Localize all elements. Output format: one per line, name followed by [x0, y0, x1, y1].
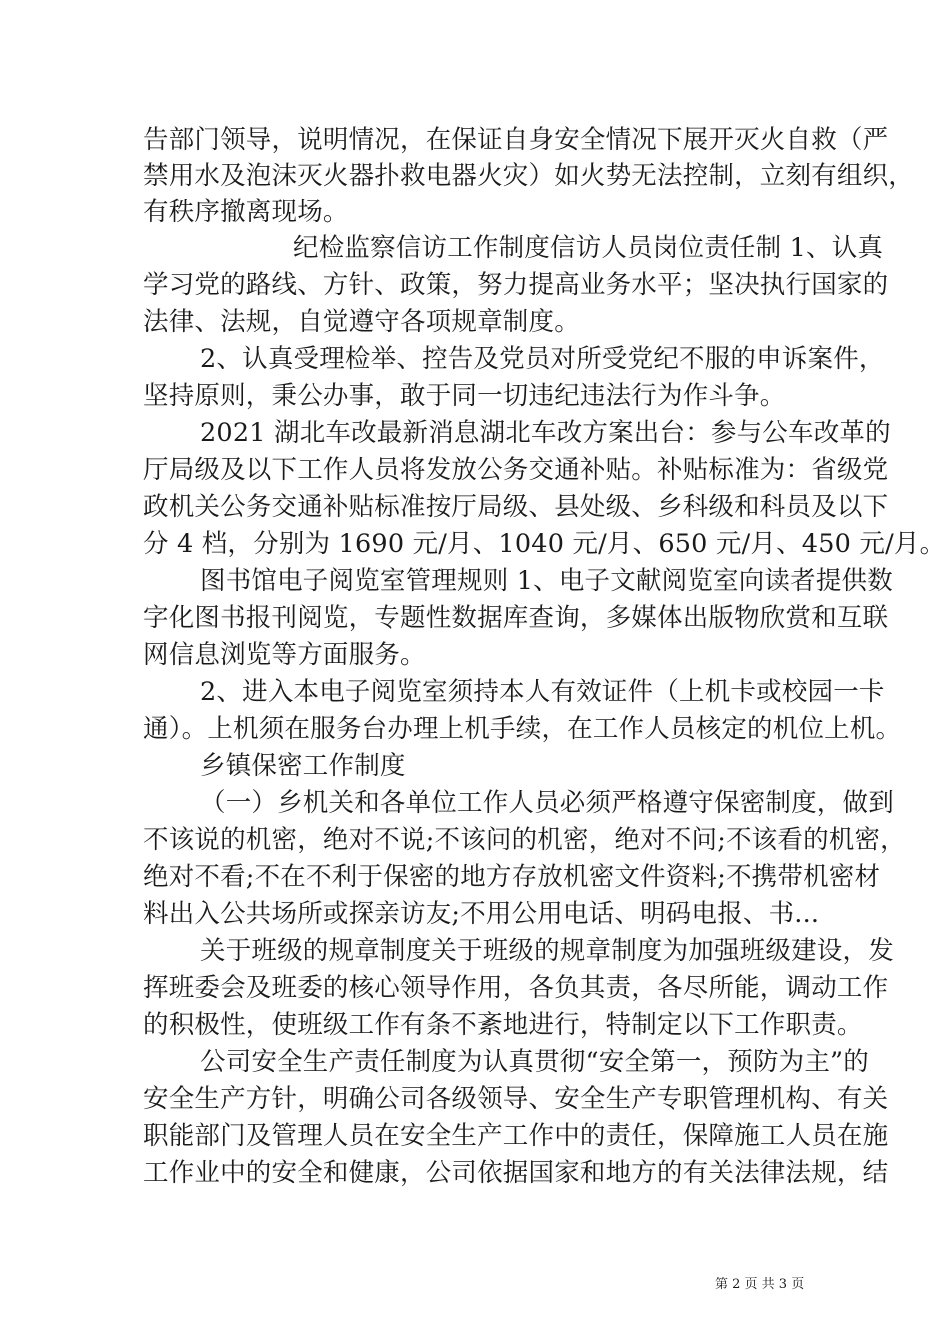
text-line: 的积极性，使班级工作有条不紊地进行，特制定以下工作职责。 — [143, 1010, 863, 1040]
text-line: 安全生产方针，明确公司各级领导、安全生产专职管理机构、有关 — [143, 1084, 889, 1114]
text-line: 挥班委会及班委的核心领导作用，各负其责，各尽所能，调动工作 — [143, 973, 889, 1003]
text-line: 字化图书报刊阅览，专题性数据库查询，多媒体出版物欣赏和互联 — [143, 603, 889, 633]
text-line: 图书馆电子阅览室管理规则 1、电子文献阅览室向读者提供数 — [200, 566, 893, 596]
text-line: 通）。上机须在服务台办理上机手续，在工作人员核定的机位上机。 — [143, 714, 902, 744]
text-line: 纪检监察信访工作制度信访人员岗位责任制 1、认真 — [293, 233, 884, 263]
text-line: 2、进入本电子阅览室须持本人有效证件（上机卡或校园一卡 — [200, 677, 885, 707]
text-line: 政机关公务交通补贴标准按厅局级、县处级、乡科级和科员及以下 — [143, 492, 889, 522]
text-line: 乡镇保密工作制度 — [200, 751, 406, 781]
text-line: 工作业中的安全和健康，公司依据国家和地方的有关法律法规，结 — [143, 1158, 889, 1188]
text-line: 职能部门及管理人员在安全生产工作中的责任，保障施工人员在施 — [143, 1121, 889, 1151]
text-line: 分 4 档，分别为 1690 元/月、1040 元/月、650 元/月、450 元/月。 — [143, 529, 946, 559]
text-line: 学习党的路线、方针、政策，努力提高业务水平；坚决执行国家的 — [143, 270, 889, 300]
text-line: 有秩序撤离现场。 — [143, 197, 349, 227]
text-line: 法律、法规，自觉遵守各项规章制度。 — [143, 307, 580, 337]
text-line: 公司安全生产责任制度为认真贯彻“安全第一，预防为主”的 — [200, 1047, 869, 1077]
text-line: 绝对不看;不在不利于保密的地方存放机密文件资料;不携带机密材 — [143, 862, 881, 892]
text-line: 料出入公共场所或探亲访友;不用公用电话、明码电报、书... — [143, 899, 820, 929]
text-line: 禁用水及泡沫灭火器扑救电器火灾）如火势无法控制，立刻有组织， — [143, 161, 915, 191]
text-line: 网信息浏览等方面服务。 — [143, 640, 426, 670]
text-line: （一）乡机关和各单位工作人员必须严格遵守保密制度，做到 — [200, 788, 894, 818]
text-line: 2021 湖北车改最新消息湖北车改方案出台：参与公车改革的 — [200, 418, 891, 448]
text-line: 坚持原则，秉公办事，敢于同一切违纪违法行为作斗争。 — [143, 381, 786, 411]
text-line: 厅局级及以下工作人员将发放公务交通补贴。补贴标准为：省级党 — [143, 455, 889, 485]
text-line: 2、认真受理检举、控告及党员对所受党纪不服的申诉案件， — [200, 344, 885, 374]
text-line: 不该说的机密，绝对不说;不该问的机密，绝对不问;不该看的机密， — [143, 825, 906, 855]
page-number: 第 2 页 共 3 页 — [715, 1277, 805, 1292]
text-line: 告部门领导，说明情况，在保证自身安全情况下展开灭火自救（严 — [143, 125, 889, 155]
text-line: 关于班级的规章制度关于班级的规章制度为加强班级建设，发 — [200, 936, 894, 966]
